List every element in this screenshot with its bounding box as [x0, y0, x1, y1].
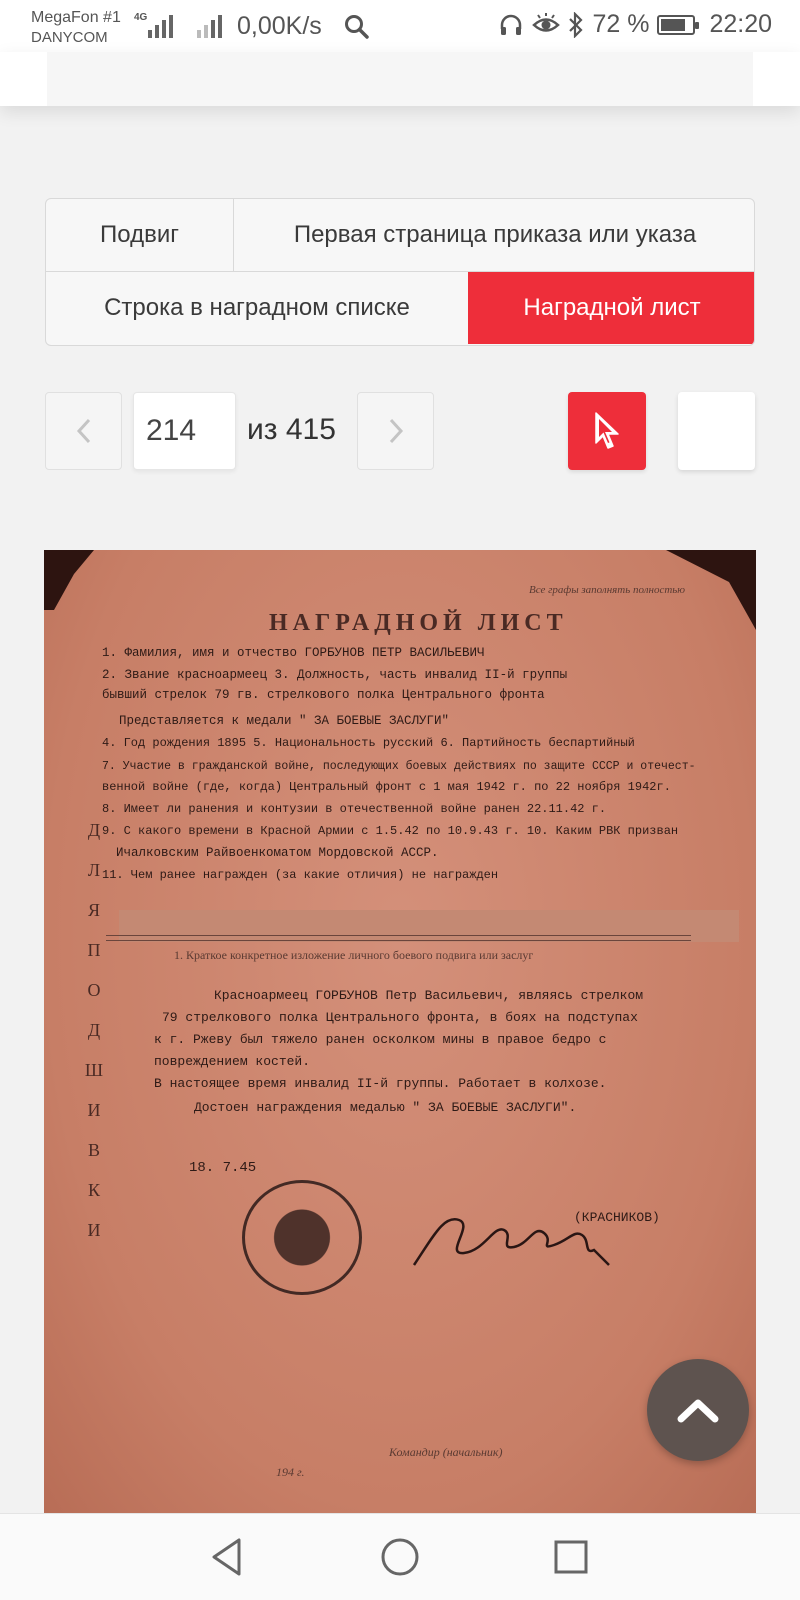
doc-line: Ичалковским Райвоенкоматом Мордовской АССР. — [116, 846, 439, 860]
carrier-name: MegaFon #1 — [31, 9, 121, 26]
document-type-tabs — [45, 198, 755, 346]
top-card-content — [47, 52, 753, 106]
battery-icon — [657, 15, 695, 35]
carrier-sub: DANYCOM — [31, 29, 108, 46]
official-stamp — [242, 1180, 362, 1295]
doc-line: Представляется к медали " ЗА БОЕВЫЕ ЗАСЛУГИ" — [119, 714, 450, 728]
nav-recents-button[interactable] — [550, 1536, 592, 1578]
award-sheet-image — [44, 550, 756, 1513]
doc-section-heading: 1. Краткое конкретное изложение личного боевого подвига или заслуг — [174, 948, 534, 962]
tab-first-page-order[interactable]: Первая страница приказа или указа — [293, 221, 697, 248]
doc-line: 2. Звание красноармеец 3. Должность, часть инвалид II-й группы — [102, 668, 568, 682]
doc-vertical-label — [84, 810, 104, 1250]
doc-body-line: Достоен награждения медалью " ЗА БОЕВЫЕ ЗАСЛУГИ". — [194, 1100, 577, 1115]
doc-body-line: 79 стрелкового полка Центрального фронта, в боях на подступах — [162, 1010, 638, 1025]
secondary-tool-button[interactable] — [678, 392, 755, 470]
scroll-to-top-button[interactable] — [647, 1359, 749, 1461]
battery-percent: 72 % — [592, 10, 650, 38]
prev-page-button[interactable] — [45, 392, 122, 470]
doc-title: НАГРАДНОЙ ЛИСТ — [269, 610, 568, 636]
tab-award-sheet[interactable]: Наградной лист — [468, 272, 755, 344]
tab-award-list-row[interactable]: Строка в наградном списке — [104, 294, 410, 321]
home-circle-icon — [380, 1537, 420, 1577]
doc-line: венной войне (где, когда) Центральный фронт с 1 мая 1942 г. по 22 ноября 1942г. — [102, 780, 671, 794]
signal-icon — [148, 14, 173, 38]
doc-signer: (КРАСНИКОВ) — [574, 1210, 660, 1225]
page-total: из 415 — [247, 413, 336, 446]
doc-line: 11. Чем ранее награжден (за какие отличия) не награжден — [102, 868, 499, 882]
back-triangle-icon — [209, 1537, 245, 1577]
bluetooth-icon — [568, 12, 584, 38]
chevron-left-icon — [76, 417, 92, 445]
doc-rule — [106, 935, 691, 936]
next-page-button[interactable] — [357, 392, 434, 470]
doc-footer-year: 194 г. — [276, 1465, 305, 1479]
network-speed: 0,00K/s — [237, 12, 322, 40]
cursor-icon — [592, 411, 622, 451]
system-navigation-bar — [0, 1513, 800, 1600]
doc-line: 8. Имеет ли ранения и контузии в отечественной войне ранен 22.11.42 г. — [102, 802, 607, 816]
doc-body-line: В настоящее время инвалид II-й группы. Работает в колхозе. — [154, 1076, 607, 1091]
doc-line: 9. С какого времени в Красной Армии с 1.5.42 по 10.9.43 г. 10. Каким РВК призван — [102, 824, 679, 838]
status-right — [498, 10, 772, 39]
doc-line: 1. Фамилия, имя и отчество ГОРБУНОВ ПЕТР ВАСИЛЬЕВИЧ — [102, 646, 485, 660]
doc-body-line: повреждением костей. — [154, 1054, 311, 1069]
carrier-info — [31, 8, 121, 48]
nav-home-button[interactable] — [379, 1536, 421, 1578]
signature-image — [404, 1195, 624, 1275]
doc-body-line: Красноармеец ГОРБУНОВ Петр Васильевич, являясь стрелком — [214, 988, 644, 1003]
top-card — [0, 52, 800, 106]
headphones-icon — [498, 12, 524, 38]
page-number-input[interactable]: 214 — [133, 392, 236, 470]
doc-line: 4. Год рождения 1895 5. Национальность русский 6. Партийность беспартийный — [102, 736, 635, 750]
chevron-up-icon — [676, 1396, 720, 1424]
pointer-mode-button[interactable] — [568, 392, 646, 470]
redacted-area — [119, 910, 739, 942]
vertical-label-text: ДЛЯ ПОДШИВКИ — [84, 820, 104, 1240]
network-type: 4G — [134, 12, 148, 23]
nav-back-button[interactable] — [206, 1536, 248, 1578]
doc-date: 18. 7.45 — [189, 1160, 257, 1176]
recents-square-icon — [553, 1539, 589, 1575]
doc-line: 7. Участие в гражданской войне, последующих боевых действиях по защите СССР и отечест- — [102, 760, 696, 773]
doc-body-line: к г. Ржеву был тяжело ранен осколком мины в правое бедро с — [154, 1032, 607, 1047]
doc-header-note: Все графы заполнять полностью — [529, 584, 686, 596]
status-bar — [0, 0, 800, 54]
doc-rule — [106, 940, 691, 941]
chevron-right-icon — [388, 417, 404, 445]
signal-secondary-icon — [197, 14, 222, 38]
eye-icon — [532, 12, 560, 38]
clock: 22:20 — [709, 10, 772, 38]
search-icon — [344, 14, 370, 45]
doc-line: бывший стрелок 79 гв. стрелкового полка Центрального фронта — [102, 688, 545, 702]
doc-footer-commander: Командир (начальник) — [389, 1445, 503, 1459]
tab-podvig[interactable]: Подвиг — [100, 221, 179, 248]
